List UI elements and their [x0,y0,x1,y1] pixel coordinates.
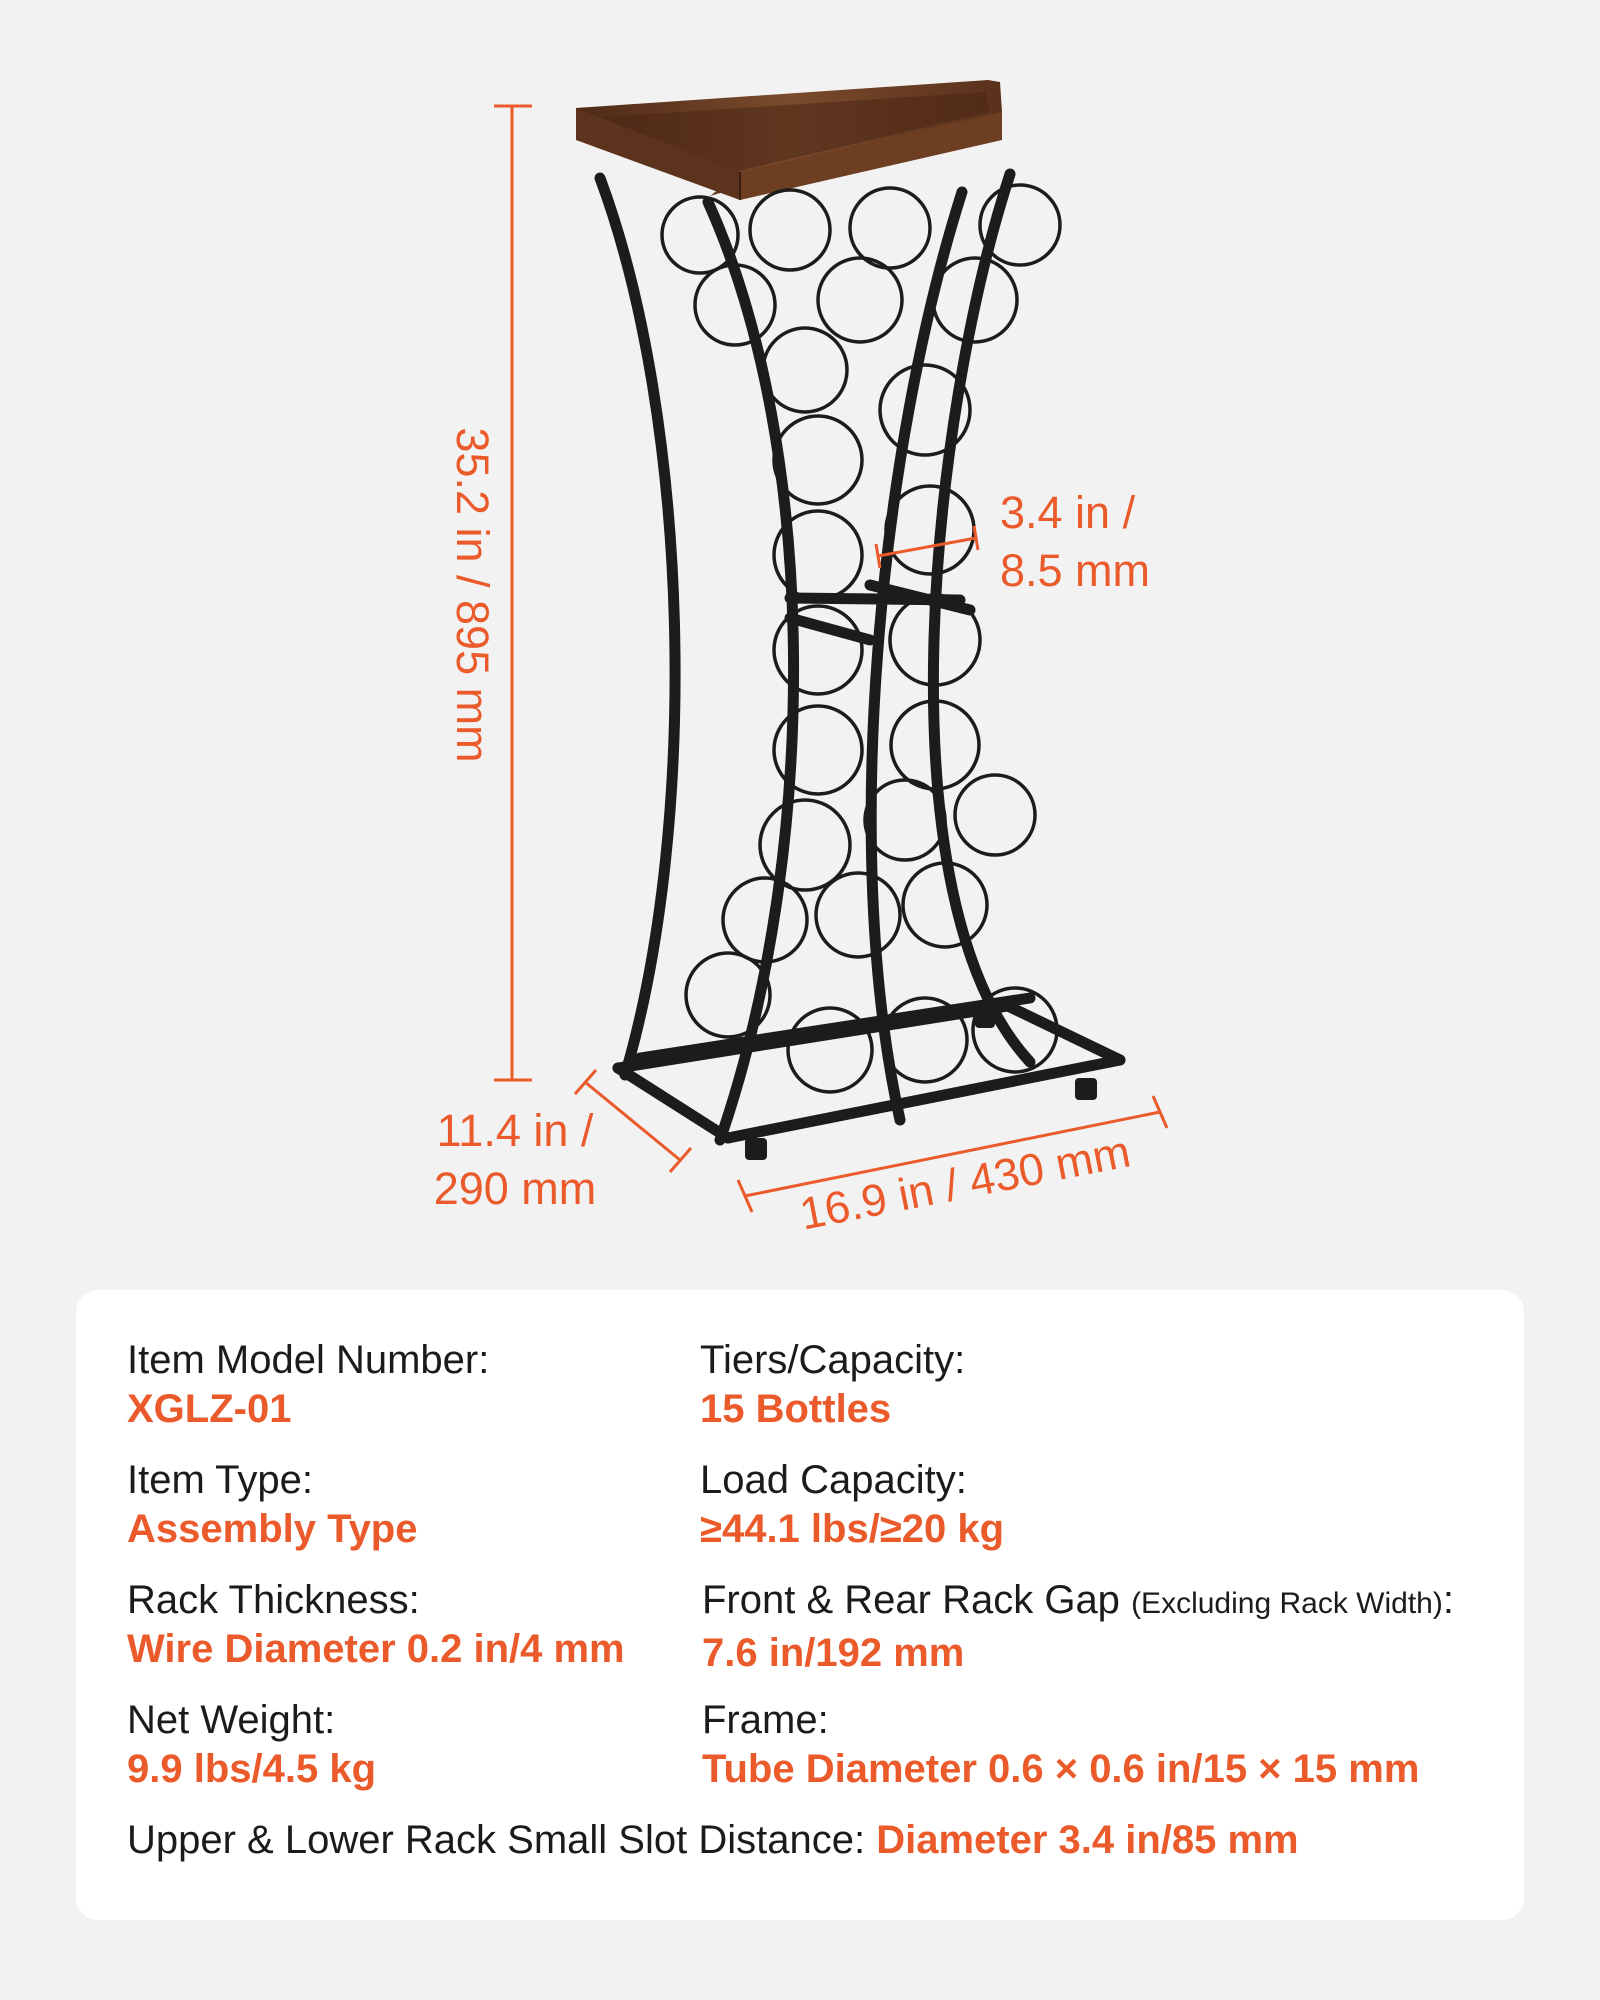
spec-gap-note: (Excluding Rack Width) [1131,1587,1443,1620]
height-dimension-label: 35.2 in / 895 mm [447,427,498,763]
spec-type-label: Item Type: [127,1458,314,1502]
spec-capacity-value: 15 Bottles [700,1387,892,1431]
spec-frame-value: Tube Diameter 0.6 × 0.6 in/15 × 15 mm [702,1747,1420,1791]
spec-load-label: Load Capacity: [700,1458,967,1502]
depth-dimension-line2: 290 mm [433,1163,597,1214]
spec-type-value: Assembly Type [127,1507,418,1551]
spec-model-label: Item Model Number: [127,1338,490,1382]
spec-card [76,1290,1524,1920]
spec-gap-suffix: : [1442,1578,1454,1622]
depth-dimension-label [430,1102,600,1218]
spec-gap-label: Front & Rear Rack Gap [702,1578,1120,1622]
spec-model [127,1336,489,1434]
spec-load [700,1456,1004,1554]
gap-dimension-label [1000,484,1150,600]
depth-dimension-line1: 11.4 in / [436,1105,594,1156]
spec-gap-heading [702,1576,1454,1628]
wooden-tray [576,80,1002,200]
spec-gap-value: 7.6 in/192 mm [702,1631,965,1675]
spec-capacity [700,1336,965,1434]
gap-dimension-line1: 3.4 in / [1000,487,1136,538]
spec-slot [127,1815,1299,1865]
spec-load-value: ≥44.1 lbs/≥20 kg [700,1507,1005,1551]
spec-model-value: XGLZ-01 [127,1387,292,1431]
spec-capacity-label: Tiers/Capacity: [700,1338,966,1382]
spec-weight [127,1696,376,1794]
spec-type [127,1456,418,1554]
spec-slot-value: Diameter 3.4 in/85 mm [876,1818,1299,1862]
spec-thickness [127,1576,625,1674]
spec-frame [702,1696,1419,1794]
spec-weight-label: Net Weight: [127,1698,336,1742]
bottle-rings [662,185,1060,1092]
gap-dimension-line2: 8.5 mm [1000,545,1151,596]
spec-thickness-value: Wire Diameter 0.2 in/4 mm [127,1627,625,1671]
spec-thickness-label: Rack Thickness: [127,1578,420,1622]
spec-gap [702,1576,1454,1678]
spec-weight-value: 9.9 lbs/4.5 kg [127,1747,377,1791]
spec-slot-label: Upper & Lower Rack Small Slot Distance: [127,1818,866,1862]
width-dimension-label: 16.9 in / 430 mm [795,1125,1135,1240]
spec-frame-label: Frame: [702,1698,829,1742]
